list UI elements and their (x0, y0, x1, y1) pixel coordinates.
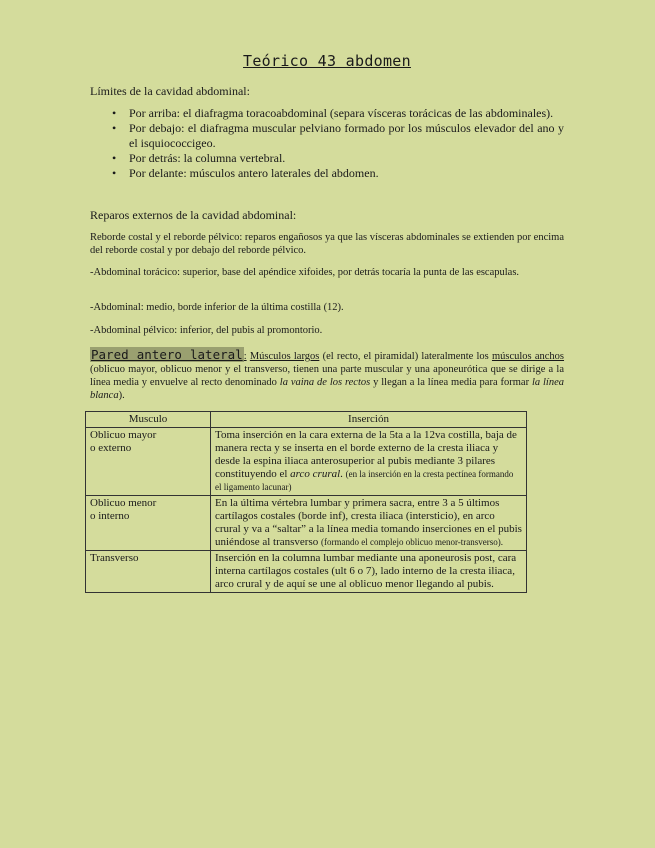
musculo-name: Oblicuo menor (90, 497, 157, 509)
reparos-pelvico: -Abdominal pélvico: inferior, del pubis al promontorio. (90, 325, 323, 336)
musculo-name: Oblicuo mayor (90, 429, 157, 441)
pared-colon: : (243, 351, 247, 362)
list-item: • Por arriba: el diafragma toracoabdominal (separa vísceras torácicas de las abdominales). (90, 106, 564, 121)
page-title: Teórico 43 abdomen (243, 52, 411, 70)
musculo-cell (86, 551, 211, 593)
insercion-text: En la última vértebra lumbar y primera sacra, entre 3 a 5 últimos cartílagos costales (borde inf), cresta iliaca (intersticio), en arco crural y va a “saltar” a la línea media tomando inserciones en el pubis uniéndose al transverso (215, 497, 522, 548)
insercion-note: (formando el complejo oblicuo menor-transverso). (321, 537, 504, 547)
musculo-cell (86, 428, 211, 496)
list-item: • Por debajo: el diafragma muscular pelviano formado por los músculos elevador del ano y el isquiococcigeo. (90, 121, 564, 151)
musculo-name-2: o interno (90, 510, 130, 522)
musculos-largos: Músculos largos (249, 351, 320, 362)
reparos-intro: Reborde costal y el reborde pélvico: reparos engañosos ya que las vísceras abdominales se extienden por encima del reborde costal y por debajo del reborde pélvico. (90, 232, 564, 256)
insercion-text: Toma inserción en la cara externa de la 5ta a la 12va costilla, baja de manera recta y se inserta en el borde externo de la cresta iliaca y desde la espina iliaca anterosuperior al pubis mediante 3 pilares constituyendo el (215, 429, 517, 480)
pared-heading: Pared antero lateral (91, 347, 243, 362)
musculo-name-2: o externo (90, 442, 132, 454)
musculo-name: Transverso (90, 552, 139, 564)
table-row (86, 551, 527, 593)
table-header-row (86, 412, 527, 428)
header-insercion: Inserción (211, 412, 527, 428)
muscle-table (85, 411, 527, 593)
limits-list (90, 106, 564, 181)
pared-text-4: ). (118, 390, 125, 401)
musculo-cell (86, 496, 211, 551)
header-musculo: Musculo (86, 412, 211, 428)
reparos-medio: -Abdominal: medio, borde inferior de la última costilla (12). (90, 302, 344, 313)
insercion-cell (211, 551, 527, 593)
vaina-rectos: la vaina de los rectos (279, 377, 371, 388)
reparos-heading: Reparos externos de la cavidad abdominal: (90, 208, 297, 222)
musculos-anchos: músculos anchos (491, 351, 565, 362)
insercion-cell (211, 428, 527, 496)
insercion-tail: . (340, 468, 346, 480)
insercion-note: (en la inserción en la cresta pectínea formando el ligamento lacunar) (215, 469, 514, 492)
pared-text-2: (oblicuo mayor, oblicuo menor y el transverso, tienen una parte muscular y una aponeurótica que se dirige a la línea media y envuelve al recto denominado (90, 364, 564, 388)
table-row (86, 496, 527, 551)
arco-crural: arco crural (290, 468, 341, 480)
pared-paragraph (90, 348, 564, 402)
linea-blanca: la línea blanca (90, 377, 564, 401)
table-row (86, 428, 527, 496)
insercion-cell (211, 496, 527, 551)
pared-text-3: y llegan a la línea media para formar (370, 377, 532, 388)
pared-text-1: (el recto, el piramidal) lateralmente los (319, 351, 492, 362)
limits-heading: Límites de la cavidad abdominal: (90, 84, 250, 98)
insercion-text: Inserción en la columna lumbar mediante una aponeurosis post, cara interna cartílagos costales (ult 6 o 7), lado interno de la cresta iliaca, arco crural y de aquí se une al oblicuo menor llegando al pubis. (215, 552, 517, 590)
reparos-toracico: -Abdominal torácico: superior, base del apéndice xifoides, por detrás tocaría la punta de las escapulas. (90, 267, 520, 278)
list-item: • Por delante: músculos antero laterales del abdomen. (90, 166, 564, 181)
list-item: • Por detrás: la columna vertebral. (90, 151, 564, 166)
